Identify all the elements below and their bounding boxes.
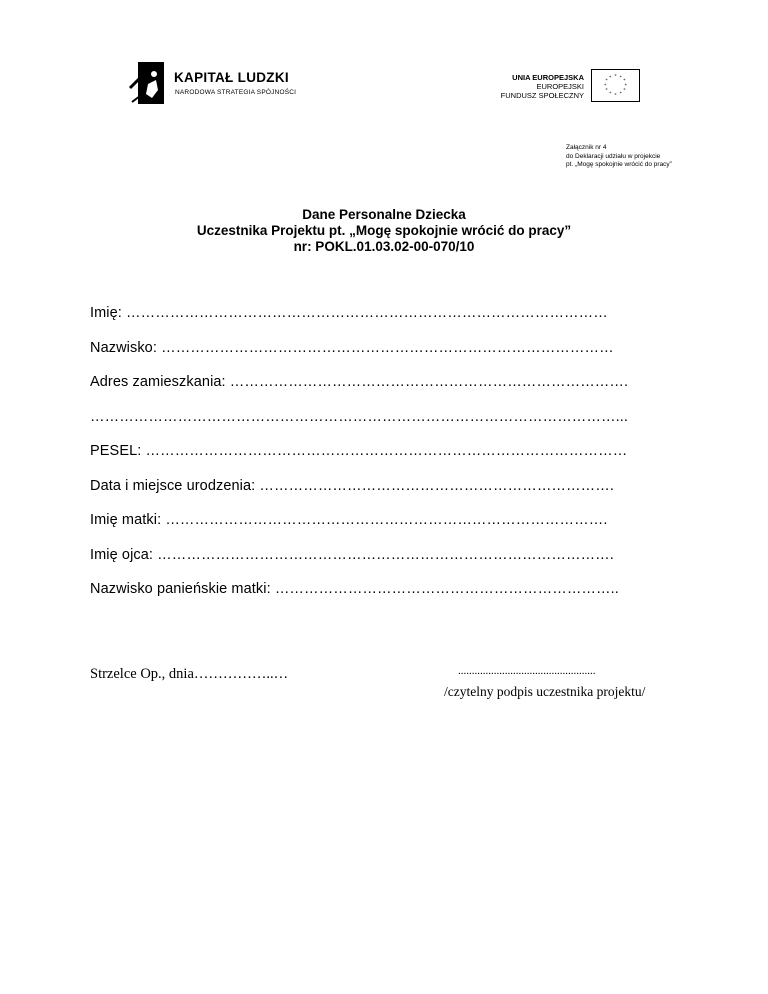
kapital-ludzki-title: KAPITAŁ LUDZKI: [174, 70, 289, 85]
eu-line-2: EUROPEJSKI: [536, 82, 584, 91]
annex-line-1: Załącznik nr 4: [566, 144, 607, 151]
svg-text:*: *: [623, 79, 626, 85]
eu-line-3: FUNDUSZ SPOŁECZNY: [500, 91, 584, 100]
signature-line: ..................................................: [458, 665, 596, 677]
kapital-ludzki-logo: [128, 58, 308, 112]
svg-text:*: *: [609, 75, 612, 81]
kapital-ludzki-emblem-icon: [128, 58, 168, 108]
svg-text:*: *: [614, 74, 617, 80]
field-pesel: PESEL: ………………………………………………………………………………………: [90, 443, 628, 459]
annex-line-2: do Deklaracji udziału w projekcie: [566, 152, 661, 160]
svg-text:*: *: [605, 79, 608, 85]
field-mother-name: Imię matki: ……………………………………………………………………………….: [90, 512, 608, 528]
personal-data-form: [90, 305, 670, 616]
svg-text:*: *: [623, 88, 626, 94]
eu-logo: [490, 66, 640, 106]
svg-text:*: *: [624, 83, 628, 89]
field-first-name: Imię: ………………………………………………………………………………………: [90, 305, 608, 321]
eu-flag-icon: [591, 69, 640, 102]
field-mother-maiden-name: Nazwisko panieńskie matki: ……………………………………………………………..: [90, 581, 619, 597]
svg-text:*: *: [609, 91, 612, 97]
annex-line-3: pt. „Mogę spokojnie wrócić do pracy”: [566, 161, 672, 168]
heading-line-2: Uczestnika Projektu pt. „Mogę spokojnie wrócić do pracy”: [196, 223, 572, 238]
svg-text:*: *: [614, 93, 617, 99]
svg-text:*: *: [619, 75, 622, 81]
svg-text:*: *: [619, 91, 622, 97]
field-father-name: Imię ojca: ………………………………………………………………………………….: [90, 546, 614, 563]
field-address: Adres zamieszkania: ……………………………………………………………………….: [90, 374, 629, 390]
place-date: Strzelce Op., dnia……………..…: [90, 666, 289, 682]
kapital-ludzki-subtitle: NARODOWA STRATEGIA SPÓJNOŚCI: [175, 89, 297, 96]
signature-caption: /czytelny podpis uczestnika projektu/: [444, 684, 646, 699]
eu-line-1: UNIA EUROPEJSKA: [512, 73, 584, 82]
eu-logo-text: [501, 73, 584, 100]
svg-text:*: *: [605, 88, 608, 94]
field-address-continued: ………………………………………………………………………………………………...: [90, 408, 628, 425]
field-last-name: Nazwisko: …………………………………………………………………………………: [90, 339, 614, 356]
heading-line-3: nr: POKL.01.03.02-00-070/10: [293, 239, 475, 254]
svg-text:*: *: [603, 83, 607, 89]
document-heading: [0, 207, 768, 255]
annex-note: [566, 144, 672, 170]
field-birth-date-place: Data i miejsce urodzenia: ……………………………………………………………….: [90, 477, 614, 494]
heading-line-1: Dane Personalne Dziecka: [302, 207, 466, 222]
